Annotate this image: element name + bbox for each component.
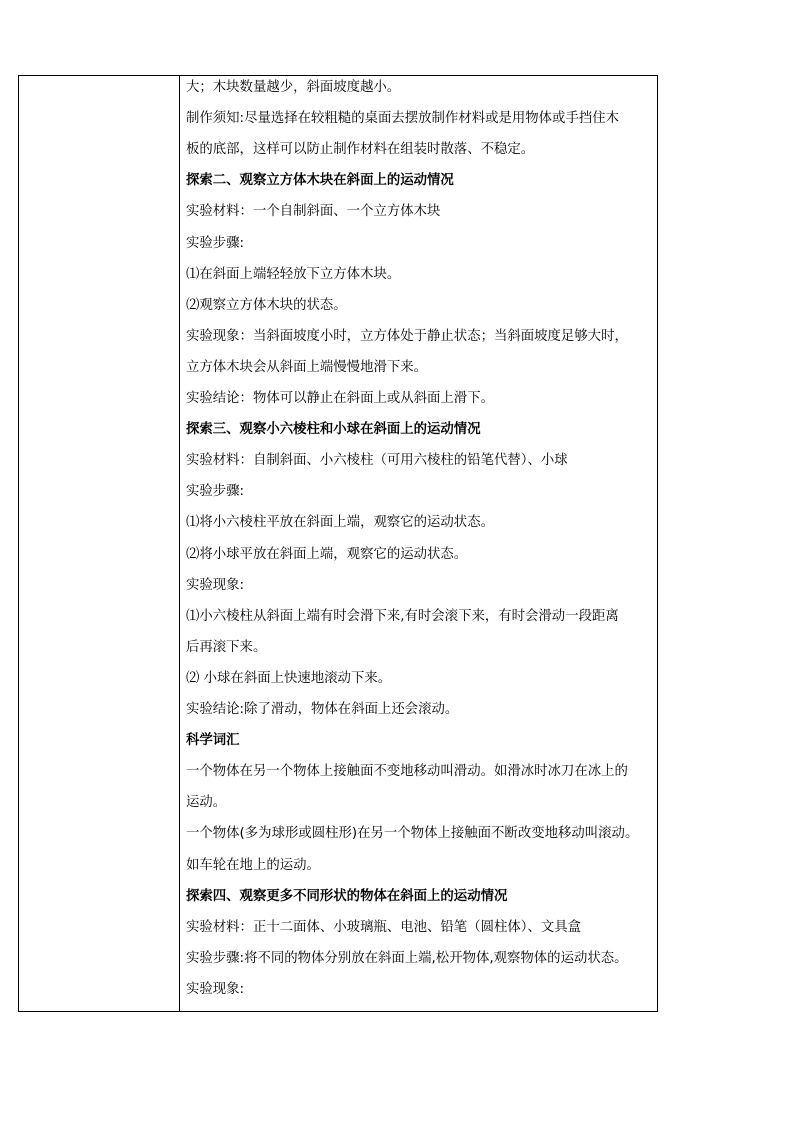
content-table [18, 75, 658, 1012]
section-heading: 探索二、观察立方体木块在斜面上的运动情况 [186, 173, 454, 189]
text-line: ⑵将小球平放在斜面上端，观察它的运动状态。 [186, 546, 468, 562]
text-line: 实验结论:除了滑动，物体在斜面上还会滚动。 [186, 702, 459, 717]
table-left-column [19, 76, 180, 1011]
text-line: 一个物体(多为球形或圆柱形)在另一个物体上接触面不断改变地移动叫滚动。 [186, 826, 639, 842]
text-line: 实验现象: [186, 981, 245, 997]
text-line: 如车轮在地上的运动。 [186, 857, 320, 873]
text-line: 运动。 [186, 795, 227, 811]
text-line: 实验步骤: [186, 235, 245, 251]
text-line: ⑵观察立方体木块的状态。 [186, 297, 347, 313]
text-line: ⑴将小六棱柱平放在斜面上端，观察它的运动状态。 [186, 515, 494, 531]
text-line: 一个物体在另一个物体上接触面不变地移动叫滑动。如滑冰时冰刀在冰上的 [186, 764, 628, 780]
text-line: ⑴小六棱柱从斜面上端有时会滑下来,有时会滚下来，有时会滑动一段距离 [186, 608, 619, 624]
text-line: ⑵ 小球在斜面上快速地滚动下来。 [186, 670, 392, 686]
section-heading: 探索三、观察小六棱柱和小球在斜面上的运动情况 [186, 422, 481, 438]
text-line: 板的底部，这样可以防止制作材料在组装时散落、不稳定。 [186, 142, 535, 158]
text-line: 实验现象：当斜面坡度小时，立方体处于静止状态；当斜面坡度足够大时， [186, 328, 628, 344]
text-line: 实验材料：自制斜面、小六棱柱（可用六棱柱的铅笔代替）、小球 [186, 453, 568, 469]
section-heading: 科学词汇 [186, 733, 240, 749]
text-line: 立方体木块会从斜面上端慢慢地滑下来。 [186, 359, 428, 375]
text-line: 实验现象: [186, 577, 245, 593]
text-line: 实验材料：正十二面体、小玻璃瓶、电池、铅笔（圆柱体）、文具盒 [186, 919, 582, 935]
section-heading: 探索四、观察更多不同形状的物体在斜面上的运动情况 [186, 888, 508, 904]
text-line: 实验材料：一个自制斜面、一个立方体木块 [186, 204, 441, 220]
text-line: ⑴在斜面上端轻轻放下立方体木块。 [186, 266, 401, 282]
text-line: 制作须知:尽量选择在较粗糙的桌面去摆放制作材料或是用物体或手挡住木 [186, 111, 620, 127]
text-line: 实验步骤:将不同的物体分别放在斜面上端,松开物体,观察物体的运动状态。 [186, 950, 628, 966]
text-line: 实验步骤: [186, 484, 245, 500]
text-line: 大；木块数量越少，斜面坡度越小。 [186, 80, 401, 95]
text-line: 实验结论：物体可以静止在斜面上或从斜面上滑下。 [186, 391, 494, 406]
text-line: 后再滚下来。 [186, 639, 267, 655]
